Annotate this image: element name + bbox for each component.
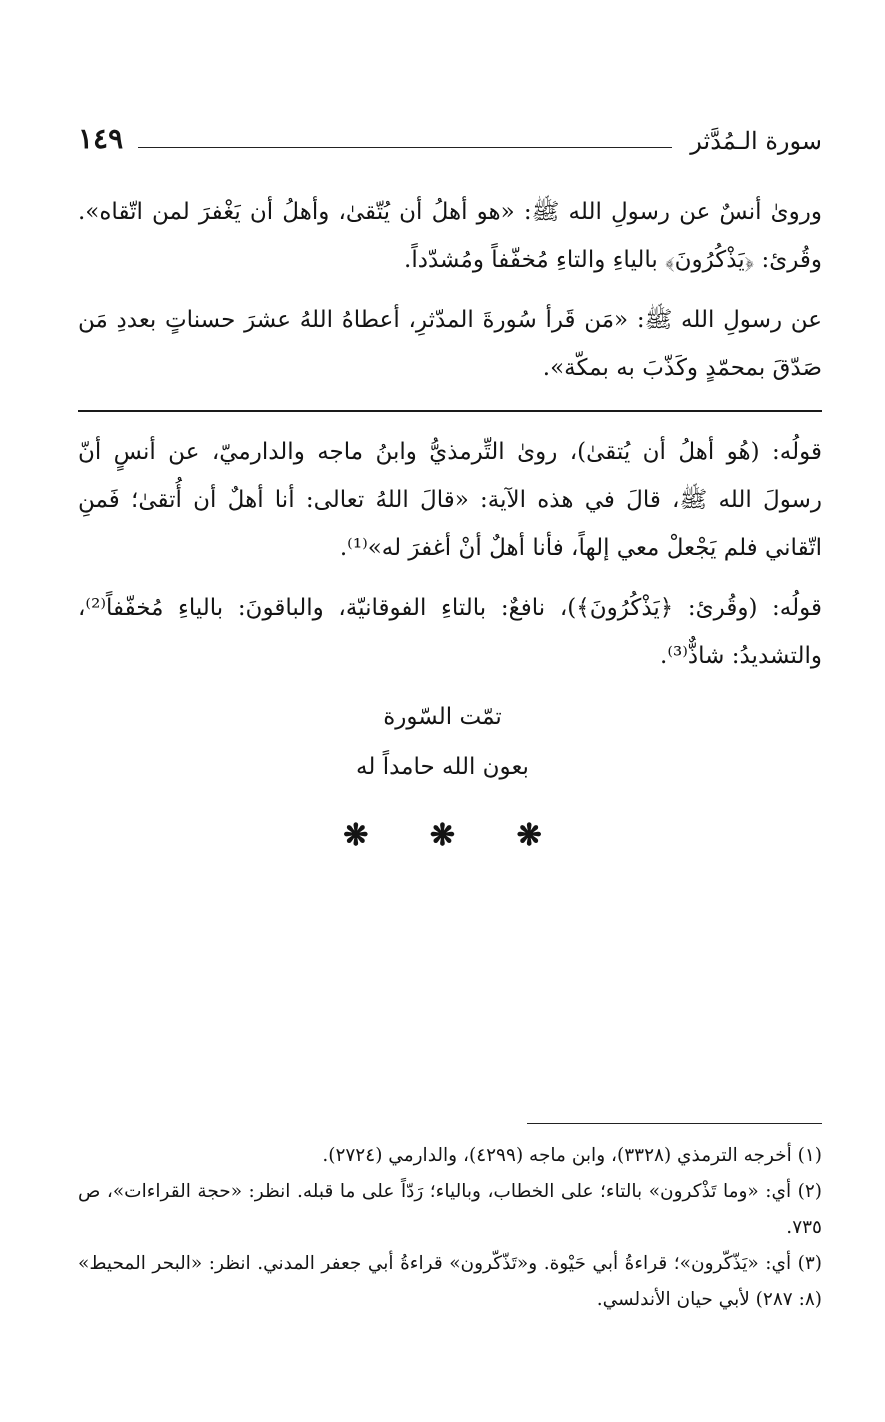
star-icon: ❋: [343, 818, 369, 853]
page-number: ١٤٩: [78, 122, 124, 155]
closing-line-1: تمّت السّورة: [383, 704, 502, 730]
star-icon: ❋: [516, 818, 542, 853]
footnotes: [78, 1138, 822, 1318]
main-paragraph: وروىٰ أنسٌ عن رسولِ الله ﷺ: «هو أهلُ أن يُتّقىٰ، وأهلُ أن يَغْفرَ لمن اتّقاه». وقُرئ: ﴿يَذْكُرُونَ﴾ بالياءِ والتاءِ مُخفّفاً ومُشدّداً.: [78, 199, 822, 273]
footnote-3: (٣) أي: «يَذّكّرون»؛ قراءةُ أبي حَيْوة. و«تَذّكّرون» قراءةُ أبي جعفر المدني. انظر: «البحر المحيط» (٨: ٢٨٧) لأبي حيان الأندلسي.: [78, 1253, 822, 1310]
footnote-1: (١) أخرجه الترمذي (٣٣٢٨)، وابن ماجه (٤٢٩٩)، والدارمي (٢٧٢٤).: [322, 1145, 822, 1166]
page-header: [78, 122, 822, 162]
footnote-rule: [527, 1123, 822, 1124]
header-rule: [138, 147, 672, 148]
closing-line-2: بعون الله حامداً له: [356, 754, 529, 780]
star-icon: ❋: [429, 818, 456, 853]
star-ornament: [0, 818, 885, 853]
commentary-paragraph: قولُه: (هُو أهلُ أن يُتقىٰ)، روىٰ التِّرمذيُّ وابنُ ماجه والدارميّ، عن أنسٍ أنّ رسولَ الله ﷺ، قالَ في هذه الآية: «قالَ اللهُ تعالى: أنا أهلٌ أن أُتقىٰ؛ فَمنِ اتّقاني فلم يَجْعلْ معي إلهاً، فأنا أهلٌ أنْ أغفرَ له»⁽¹⁾.: [78, 439, 822, 561]
main-paragraph: عن رسولِ الله ﷺ: «مَن قَرأ سُورةَ المدّثرِ، أعطاهُ اللهُ عشرَ حسناتٍ بعددِ مَن صَدّقَ بمحمّدٍ وكَذّبَ به بمكّة».: [78, 307, 822, 381]
commentary-text: [78, 428, 822, 680]
footnote-2: (٢) أي: «وما تَذْكرون» بالتاء؛ على الخطاب، وبالياء؛ رَدّاً على ما قبله. انظر: «حجة القراءات»، ص ٧٣٥.: [78, 1181, 822, 1238]
commentary-paragraph: قولُه: (وقُرئ: ﴿يَذْكُرُونَ﴾)، نافعٌ: بالتاءِ الفوقانيّة، والباقونَ: بالياءِ مُخفّفاً⁽²⁾، والتشديدُ: شاذٌّ⁽³⁾.: [78, 595, 822, 669]
main-text: [78, 188, 822, 392]
running-title: سورة الـمُدَّثر: [690, 127, 822, 155]
surah-closing: [0, 692, 885, 792]
text-commentary-divider: [78, 410, 822, 412]
